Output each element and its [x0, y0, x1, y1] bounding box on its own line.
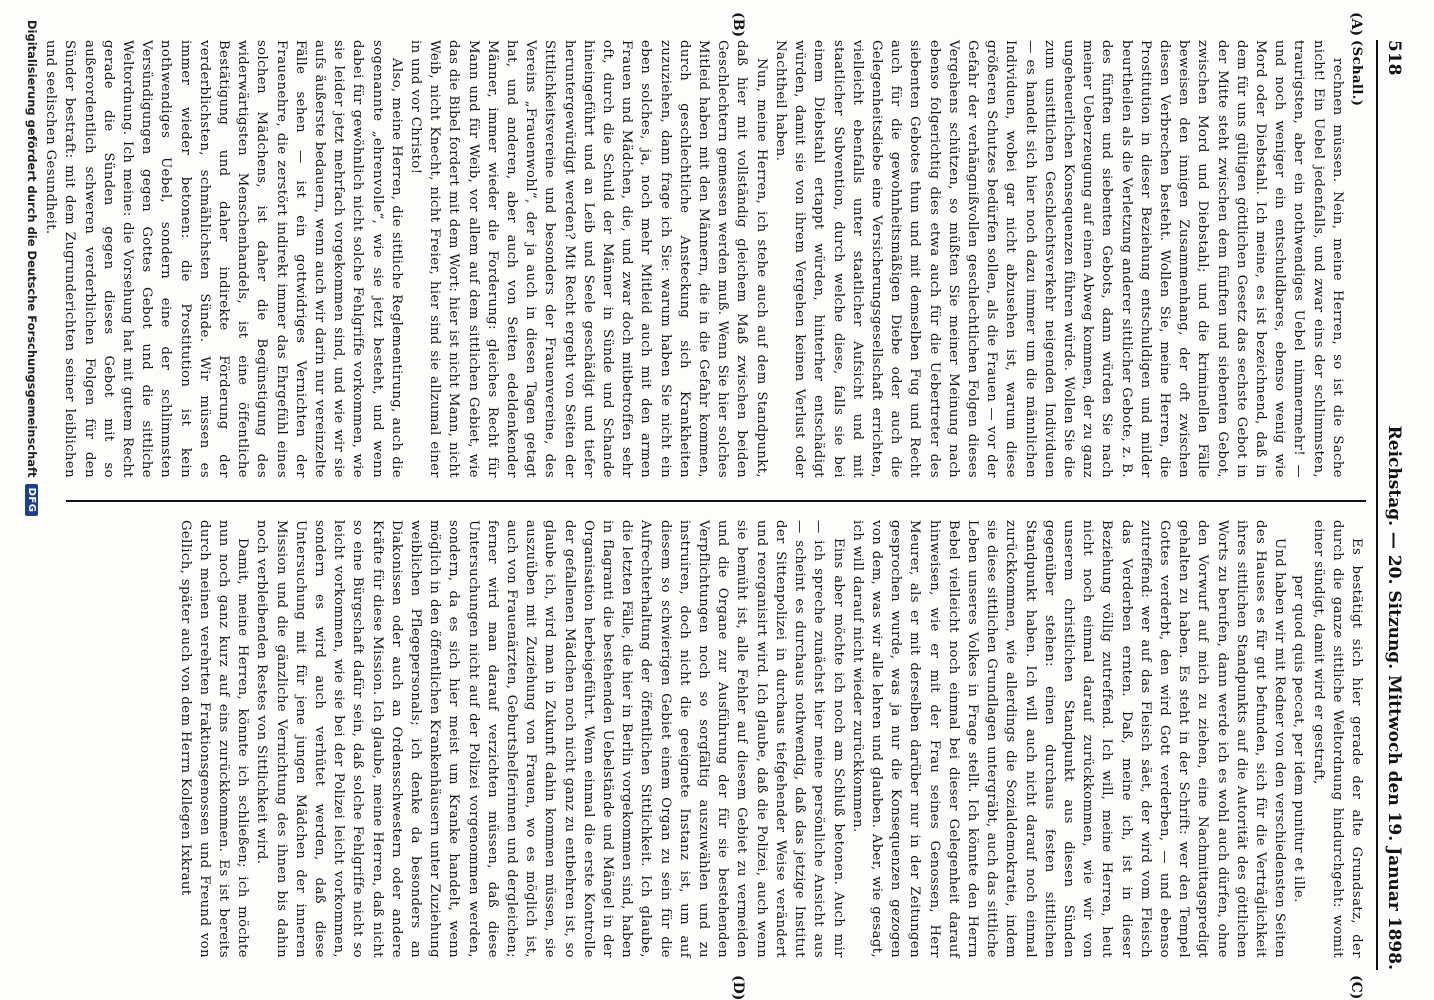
header-rule — [1376, 40, 1378, 970]
margin-mark-d: (D) — [730, 975, 746, 1000]
page-header — [1382, 40, 1406, 970]
dfg-logo-icon: DFG — [26, 484, 39, 517]
latin-quote: per quod quis peccat, per idem punitur et ille. — [1291, 575, 1307, 903]
margin-mark-b: (B) — [730, 12, 746, 38]
margin-mark-a: (A) — [1348, 12, 1364, 37]
right-column — [66, 520, 1366, 958]
running-title: Reichstag. — 20. Sitzung. Mittwoch den 19. Januar 1898. — [1384, 425, 1404, 970]
digitization-note — [20, 20, 44, 980]
paragraph: Also, meine Herren, die sittliche Reglementirung, auch die sogenannte „ehrenvolle“, wie sie jetzt besteht, und wenn dabei für gewöhnlich nicht solche Fehlgriffe vorkommen, wie sie leider jetzt mehrfach vorgekommen sind, und wie wir sie aufs äußerste bedauern, wenn auch wir darin nur vereinzelte Fälle sehen — ist ein gottwidriges Vernichten der Frauenehre, die zerstört indirekt immer das Ehrgefühl eines solchen Mädchens, ist daher die Begünstigung des widerwärtigsten Menschenhandels, ist eine öffentliche Bestätigung und daher indirekte Förderung der verderblichsten, schmählichsten Sünde. Wir müssen es immer wieder betonen: die Prostitution ist kein nothwendiges Uebel, sondern eine der schlimmsten Versündigungen gegen Gottes Gebot und die sittliche Weltordnung. Ich meine: die Vorsehung hat mit gutem Recht gerade die Sünden gegen dieses Gebot mit so außerordentlich schweren verderblichen Folgen für den Sünder bestraft: mit dem Zugrunderichten seiner leiblichen und seelischen Gesundheit. — [43, 40, 404, 478]
page-number: 518 — [1384, 40, 1404, 76]
paragraph: Nun, meine Herren, ich stehe auch auf dem Standpunkt, daß hier mit vollständig gleichem Maß zwischen beiden Geschlechtern gemessen werden muß. Wenn Sie hier solches Mitleid haben mit den Männern, die in die Gefahr kommen, durch geschlechtliche Ansteckung sich Krankheiten zuzuziehen, dann frage ich Sie: warum haben Sie nicht ein eben solches, ja, noch mehr Mitleid auch mit den armen Frauen und Mädchen, die, und zwar doch mitbetroffen sehr oft, durch die Schuld der Männer in Sünde und Schande hineingeführt und an Leib und Seele geschädigt und tiefer heruntergewürdigt werden? Mit Recht ergeht von Seiten der Sittlichkeitsvereine und besonders der Frauenvereine, des Vereins „Frauenwohl“, der ja auch in diesen Tagen getagt hat, und anderen, aber auch von Seiten edeldenkender Männer, immer wieder die Forderung: gleiches Recht für Mann und für Weib, vor allem auf dem sittlichen Gebiet, wie das die Bibel fordert mit dem Wort: hier ist nicht Mann, nicht Weib, nicht Knecht, nicht Freier, hier sind sie allzumal einer in und vor Christo! — [408, 40, 769, 478]
speaker-name: (Schall.) — [1349, 40, 1364, 107]
paragraph: rechnen müssen. Nein, meine Herren, so ist die Sache nicht! Ein Uebel jedenfalls, und zwar eins der schlimmsten, traurigsten, aber ein nothwendiges Uebel nimmermehr! — und noch weniger ein entschuldbares, ebenso wenig wie Mord oder Diebstahl. Ich meine, es ist bezeichnend, daß in dem für uns gültigen göttlichen Gesetz das sechste Gebot in der Mitte steht zwischen dem fünften und siebenten Gebot, zwischen Mord und Diebstahl; und die kriminellen Fälle beweisen den innigen Zusammenhang, der oft zwischen diesen Verbrechen besteht. Wollen Sie, meine Herren, die Prostitution in dieser Beziehung entschuldigen und milder beurtheilen als die Verletzung anderer sittlicher Gebote, z. B. des fünften und siebenten Gebots, dann würden Sie nach meiner Ueberzeugung auf einen Abweg kommen, der zu ganz ungeheuerlichen Konsequenzen führen würde. Wollen Sie die zum unsittlichen Geschlechtsverkehr neigenden Individuen — es handelt sich hier noch dazu immer um die männlichen Individuen, wobei gar nicht abzusehen ist, warum diese größeren Schutzes bedürfen sollen, als die Frauen — vor der Gefahr der verhängnißvollen geschlechtlichen Folgen dieses Vergehens schützen, so müßten Sie meiner Meinung nach ebenso folgerichtig dies etwa auch für die Uebertreter des siebenten Gebotes thun und mit demselben Fug und Recht auch für die gewohnheitsmäßigen Diebe oder auch die Gelegenheitsdiebe eine Versicherungsgesellschaft errichten, vielleicht ebenfalls unter staatlicher Aufsicht und mit staatlicher Subvention, durch welche diese, falls sie bei einem Diebstahl ertappt würden, hinterher entschädigt würden, damit sie von ihrem Vergehen keinen Verlust oder Nachtheil haben. — [772, 40, 1345, 478]
left-column — [43, 40, 1366, 478]
paragraph: Und haben wir mit Redner von den verschiedensten Seiten des Hauses es für gut befunden, sich für die Verträglichkeit ihres sittlichen Standpunkts auf die Autorität des göttlichen Worts zu berufen, dann werde ich es wohl auch dürfen, ohne den Vorwurf auf mich zu ziehen, eine Nachmittagspredigt gehalten zu haben. Es steht in der Schrift: wer den Tempel Gottes verderbt, den wird Gott verderben, — und ebenso zutreffend: wer auf das Fleisch säet, der wird vom Fleisch das Verderben ernten. Daß, meine ich, ist in dieser Beziehung völlig zutreffend. Ich will, meine Herren, heut nicht noch einmal darauf zurückkommen, wie wir von unserem christlichen Standpunkt aus diesen Sünden gegenüber stehen: einen durchaus festen sittlichen Standpunkt haben. Ich will auch nicht darauf noch einmal zurückkommen, wie allerdings die Sozialdemokratie, indem sie diese sittlichen Grundlagen untergräbt, auch das sittliche Leben unseres Volkes in Frage stellt. Ich könnte den Herrn Bebel vielleicht noch einmal bei dieser Gelegenheit darauf hinweisen, wie er mit der Frau seines Genossen, Herr Meurer, als er mit derselben darüber nur in der Zeitungen gesprochen wurde, was ja nur die Konsequenzen gezogen von dem, was wir alle lehren und glauben. Aber, wie gesagt, ich will darauf nicht wieder zurückkommen. — [849, 520, 1288, 958]
funding-note: Digitalisierung gefördert durch die Deutsche Forschungsgemeinschaft — [25, 20, 39, 478]
paragraph: Eins aber möchte ich noch am Schluß betonen. Auch mir — ich spreche zunächst hier meine persönliche Ansicht aus — scheint es durchaus nothwendig, daß das jetzige Institut der Sittenpolizei in durchaus tiefgehender Weise verändert und reorganisirt wird. Ich glaube, daß die Polizei, auch wenn sie bemüht ist, alle Fehler auf diesem Gebiet zu vermeiden und die Organe zur Ausführung der für sie bestehenden Verpflichtungen noch so sorgfältig auszuwählen und zu instruiren, doch nicht die geeignete Instanz ist, um auf diesem so schwierigen Gebiet einem Organ zu sein für die Aufrechterhaltung der öffentlichen Sittlichkeit. Ich glaube, die letzten Fälle, die hier in Berlin vorgekommen sind, haben in flagranti die bestehenden Uebelstände und Mängel in der Organisation herbeigeführt. Wenn einmal die erste Kontrolle der gefallenen Mädchen noch nicht ganz zu entbehren ist, so glaube ich, wird man in Zukunft dahin kommen müssen, sie auszuüben mit Zuziehung von Frauen, wo es möglich ist, auch von Frauenärzten, Geburtshelferinnen und dergleichen; ferner wird man darauf verzichten müssen, daß diese Untersuchungen nicht auf der Polizei vorgenommen werden, sondern, da es sich hier meist um Kranke handelt, wenn möglich in den öffentlichen Krankenhäusern unter Zuziehung weiblichen Pflegepersonals; ich denke da besonders an Diakonissen oder auch an Ordensschwestern oder andere Kräfte für diese Mission. Ich glaube, meine Herren, daß nicht so eine Bürgschaft dafür sein, daß solche Fehlgriffe nicht so leicht vorkommen, wie sie bei der Polizei leicht vorkommen, sondern es wird auch verhütet werden, daß diese Untersuchung mit für jene jungen Mädchen der inneren Mission und die gänzliche Vernichtung des ihnen bis dahin noch verbleibenden Restes von Sittlichkeit wird. — [254, 520, 846, 958]
column-divider — [66, 500, 1366, 502]
margin-mark-c: (C) — [1348, 975, 1364, 1000]
paragraph: Es bestätigt sich hier gerade der alte Grundsatz, der durch die ganze sittliche Weltordnung hindurchgeht: womit einer sündigt, damit wird er gestraft, — [1310, 520, 1364, 958]
paragraph: Damit, meine Herren, könnte ich schließen; ich möchte nun noch ganz kurz auf eins zurückkommen. Es ist bereits durch meinen verehrten Fraktionsgenossen und Freund von Gellich, später auch von dem Herrn Kollegen Ixkraut — [177, 520, 251, 958]
